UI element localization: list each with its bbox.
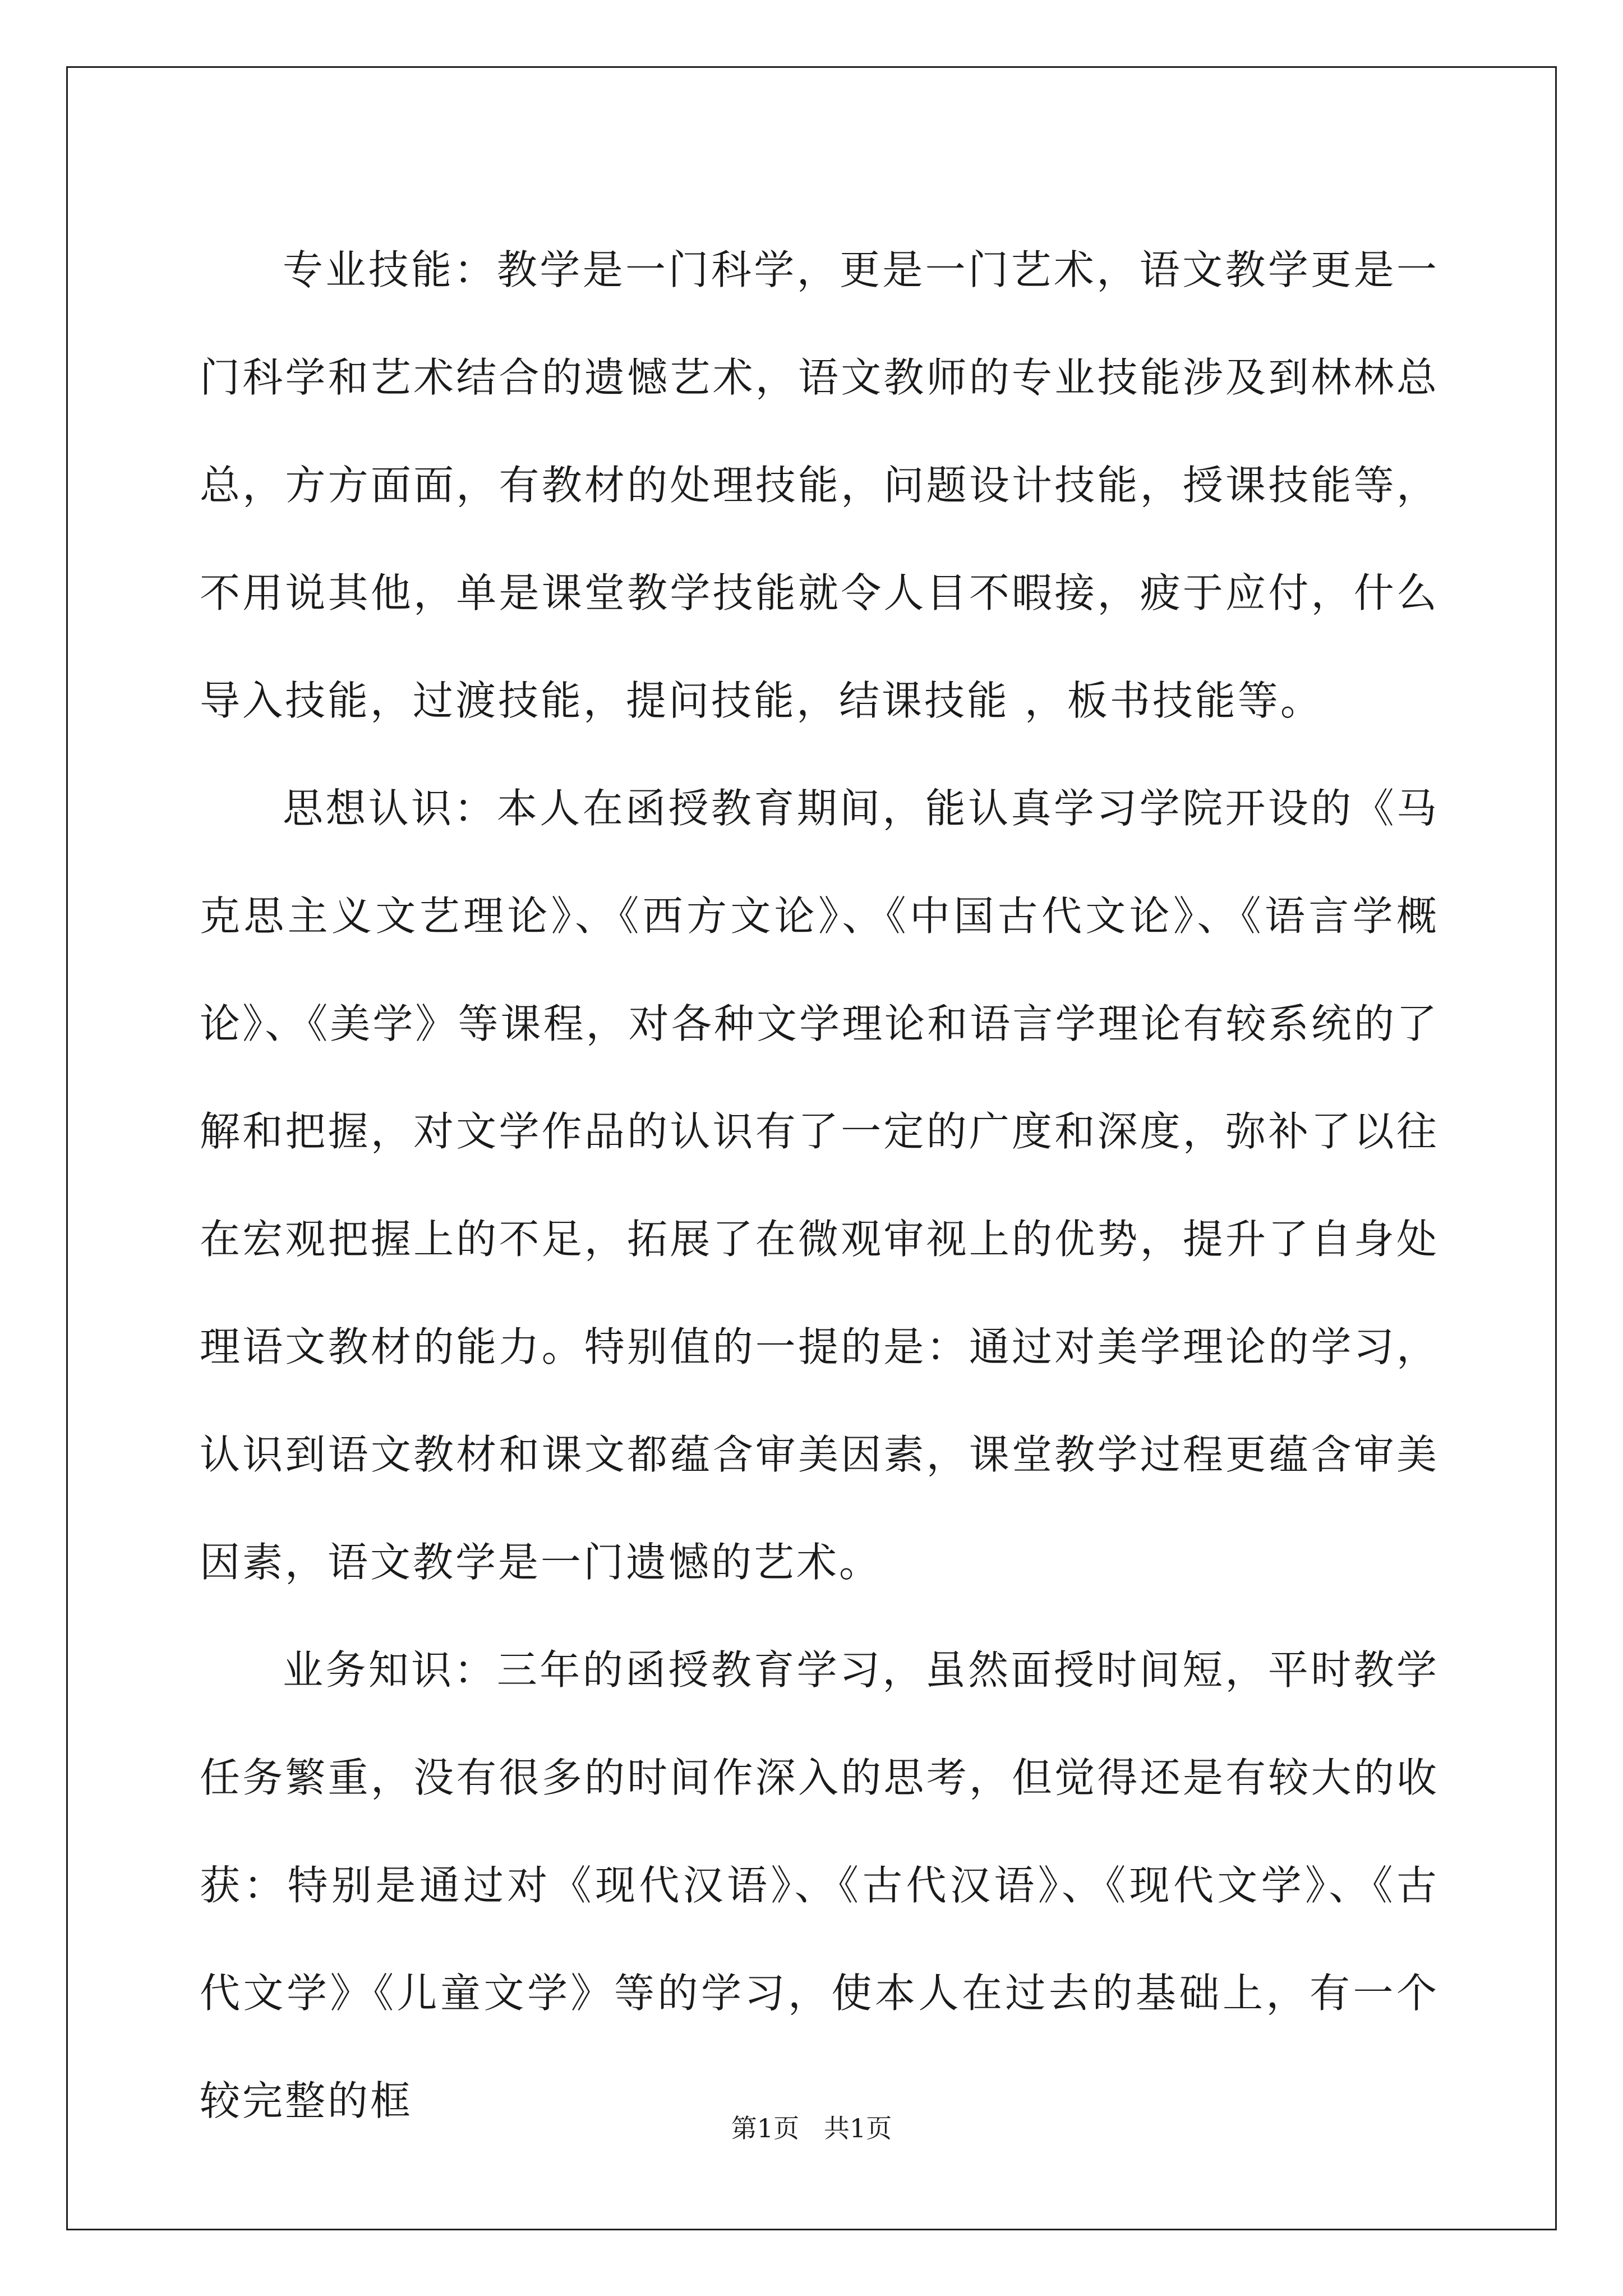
paragraph-business-knowledge: 业务知识：三年的函授教育学习，虽然面授时间短，平时教学任务繁重，没有很多的时间作深入的思考，但觉得还是有较大的收获：特别是通过对《现代汉语》、《古代汉语》、《现代文学》、《古代文学》《儿童文学》等的学习，使本人在过去的基础上，有一个较完整的框 — [200, 1646, 1439, 2124]
document-body — [200, 216, 1439, 2155]
paragraph-professional-skills: 专业技能：教学是一门科学，更是一门艺术，语文教学更是一门科学和艺术结合的遗憾艺术，语文教师的专业技能涉及到林林总总，方方面面，有教材的处理技能，问题设计技能，授课技能等，不用说其他，单是课堂教学技能就令人目不暇接，疲于应付，什么导入技能，过渡技能，提问技能，结课技能 ，板书技能等。 — [200, 246, 1439, 724]
paragraph-ideological-understanding: 思想认识：本人在函授教育期间，能认真学习学院开设的《马克思主义文艺理论》、《西方文论》、《中国古代文论》、《语言学概论》、《美学》等课程，对各种文学理论和语言学理论有较系统的了解和把握，对文学作品的认识有了一定的广度和深度，弥补了以往在宏观把握上的不足，拓展了在微观审视上的优势，提升了自身处理语文教材的能力。特别值的一提的是：通过对美学理论的学习，认识到语文教材和课文都蕴含审美因素，课堂教学过程更蕴含审美因素，语文教学是一门遗憾的艺术。 — [200, 785, 1439, 1586]
page-number-footer: 第1页 共1页 — [731, 2113, 892, 2143]
